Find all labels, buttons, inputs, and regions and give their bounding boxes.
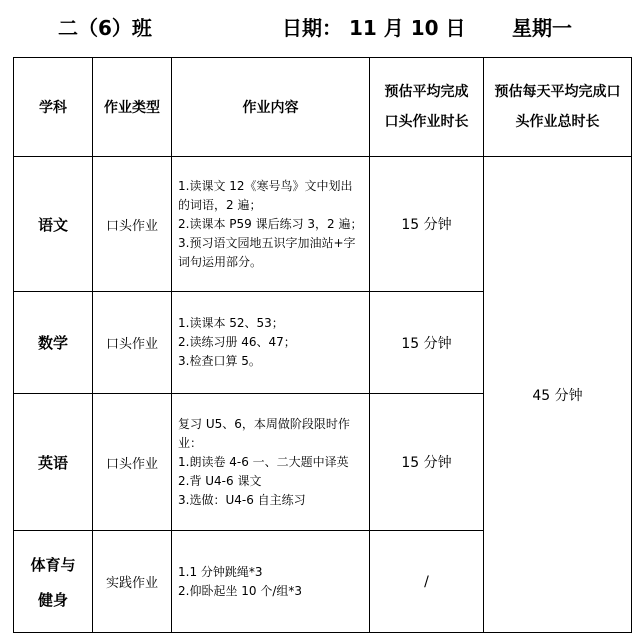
content-cell: [172, 394, 370, 531]
content-line: 2.读课本 P59 课后练习 3，2 遍；: [178, 216, 363, 231]
col-header-avg-time-line1: 预估平均完成: [384, 84, 469, 100]
col-header-content: 作业内容: [172, 58, 370, 157]
content-line: 复习 U5、6，本周做阶段限时作业：: [178, 416, 350, 450]
subject-cell: 语文: [14, 157, 93, 292]
content-cell: [172, 531, 370, 633]
class-name: 二（6）班: [58, 16, 152, 40]
table-header-row: [14, 58, 632, 157]
date-label: 日期： 11 月 10 日: [282, 16, 466, 40]
col-header-daily-total: [484, 58, 632, 157]
col-header-subject: 学科: [14, 58, 93, 157]
subject-line1: 体育与: [30, 555, 76, 574]
content-line: 3.选做：U4-6 自主练习: [178, 492, 306, 507]
col-header-avg-time-line2: 口头作业时长: [384, 114, 469, 130]
content-line: 1.读课文 12《寒号鸟》文中划出的词语，2 遍；: [178, 178, 353, 212]
content-line: 1.读课本 52、53；: [178, 316, 284, 330]
time-cell: 15 分钟: [370, 157, 484, 292]
content-line: 2.仰卧起坐 10 个/组*3: [178, 583, 303, 598]
subject-cell: 英语: [14, 394, 93, 531]
type-cell: 口头作业: [93, 394, 172, 531]
content-line: 3.检查口算 5。: [178, 354, 261, 368]
type-cell: 口头作业: [93, 292, 172, 394]
type-cell: 实践作业: [93, 531, 172, 633]
col-header-daily-total-line2: 头作业总时长: [515, 114, 600, 130]
content-line: 1.朗读卷 4-6 一、二大题中译英: [178, 454, 349, 469]
col-header-daily-total-line1: 预估每天平均完成口: [494, 84, 621, 100]
time-cell: 15 分钟: [370, 394, 484, 531]
content-line: 2.背 U4-6 课文: [178, 473, 262, 488]
subject-line2: 健身: [37, 590, 68, 609]
subject-cell: 数学: [14, 292, 93, 394]
homework-table: [13, 57, 632, 633]
weekday-label: 星期一: [512, 16, 572, 40]
time-cell: 15 分钟: [370, 292, 484, 394]
content-cell: [172, 157, 370, 292]
content-cell: [172, 292, 370, 394]
content-line: 3.预习语文园地五识字加油站+字词句运用部分。: [178, 235, 356, 269]
table-row: [14, 157, 632, 292]
subject-cell: [14, 531, 93, 633]
type-cell: 口头作业: [93, 157, 172, 292]
content-line: 2.读练习册 46、47；: [178, 335, 296, 349]
daily-total-cell: 45 分钟: [484, 157, 632, 633]
page-header: [0, 0, 644, 50]
content-line: 1.1 分钟跳绳*3: [178, 564, 263, 579]
col-header-avg-time: [370, 58, 484, 157]
time-cell: /: [370, 531, 484, 633]
col-header-type: 作业类型: [93, 58, 172, 157]
